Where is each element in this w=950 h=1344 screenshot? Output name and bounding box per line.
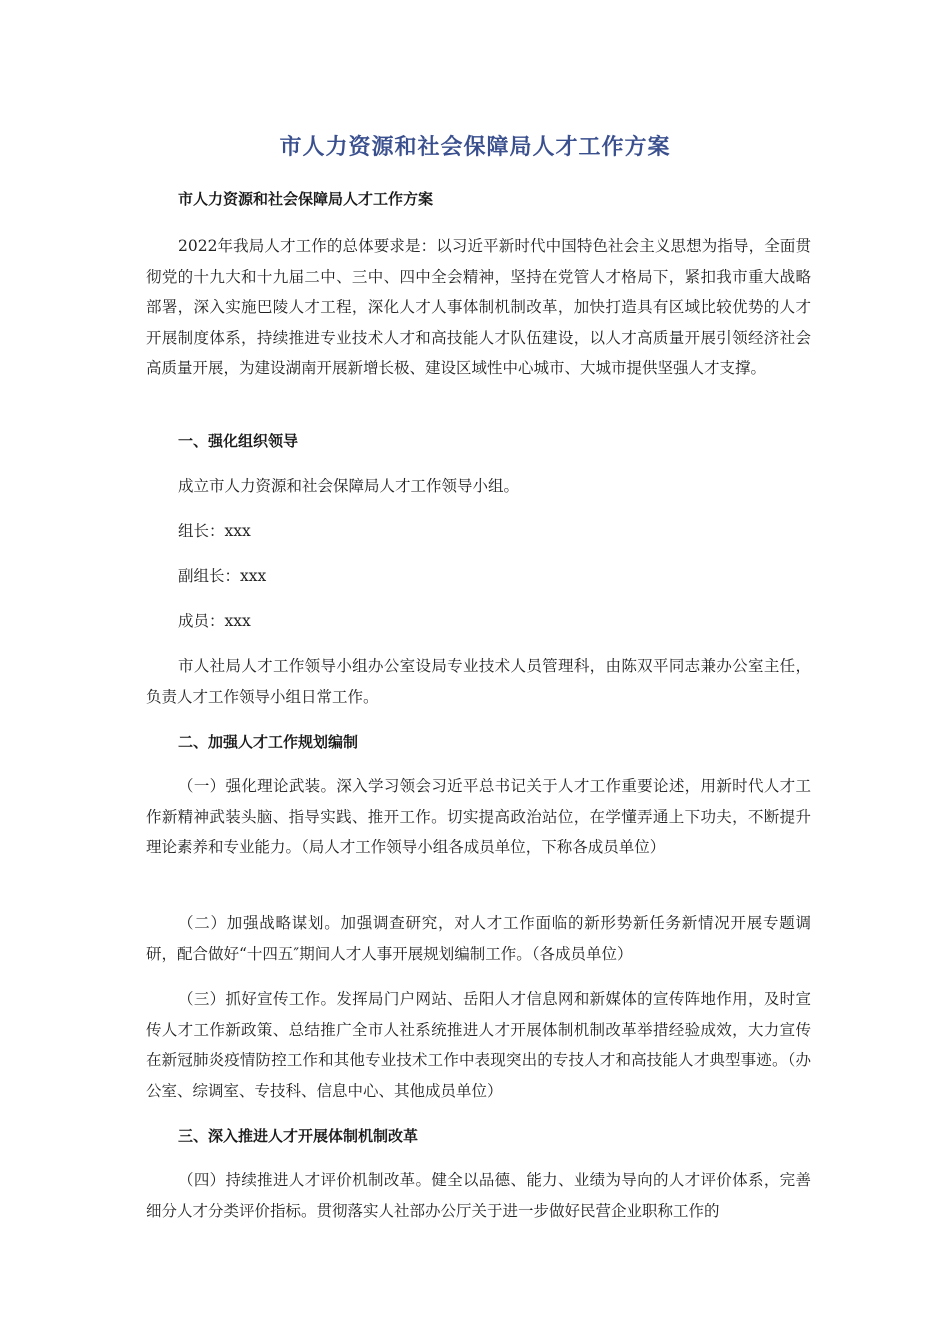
leader-line: 组长：xxx [178,522,251,540]
section2-paragraph-1: （一）强化理论武装。深入学习领会习近平总书记关于人才工作重要论述，用新时代人才工作新精神武装头脑、指导实践、推开工作。切实提高政治站位，在学懂弄通上下功夫，不断提升理论素养和专业能力。（局人才工作领导小组各成员单位，下称各成员单位） [146,777,811,857]
section3-paragraph-1: （四）持续推进人才评价机制改革。健全以品德、能力、业绩为导向的人才评价体系，完善细分人才分类评价指标。贯彻落实人社部办公厅关于进一步做好民营企业职称工作的 [146,1171,811,1220]
section1-paragraph-2: 市人社局人才工作领导小组办公室设局专业技术人员管理科，由陈双平同志兼办公室主任，负责人才工作领导小组日常工作。 [146,657,811,706]
section2-paragraph-2: （二）加强战略谋划。加强调查研究，对人才工作面临的新形势新任务新情况开展专题调研，配合做好“十四五″期间人才人事开展规划编制工作。（各成员单位） [146,914,811,963]
deputy-leader-line: 副组长：xxx [178,567,267,585]
section1-heading: 一、强化组织领导 [178,432,299,450]
document-subtitle: 市人力资源和社会保障局人才工作方案 [178,190,434,208]
intro-paragraph: 2022年我局人才工作的总体要求是：以习近平新时代中国特色社会主义思想为指导，全面贯彻党的十九大和十九届二中、三中、四中全会精神，坚持在党管人才格局下，紧扣我市重大战略部署，深入实施巴陵人才工程，深化人才人事体制机制改革，加快打造具有区域比较优势的人才开展制度体系，持续推进专业技术人才和高技能人才队伍建设，以人才高质量开展引领经济社会高质量开展，为建设湖南开展新增长极、建设区域性中心城市、大城市提供坚强人才支撑。 [146,237,811,378]
section2-paragraph-3: （三）抓好宣传工作。发挥局门户网站、岳阳人才信息网和新媒体的宣传阵地作用，及时宣传人才工作新政策、总结推广全市人社系统推进人才开展体制机制改革举措经验成效，大力宣传在新冠肺炎疫情防控工作和其他专业技术工作中表现突出的专技人才和高技能人才典型事迹。（办公室、综调室、专技科、信息中心、其他成员单位） [146,990,811,1100]
document-title: 市人力资源和社会保障局人才工作方案 [279,135,671,160]
section3-heading: 三、深入推进人才开展体制机制改革 [178,1127,419,1145]
section2-heading: 二、加强人才工作规划编制 [178,733,359,751]
members-line: 成员：xxx [178,612,251,630]
section1-paragraph-1: 成立市人力资源和社会保障局人才工作领导小组。 [178,477,520,495]
